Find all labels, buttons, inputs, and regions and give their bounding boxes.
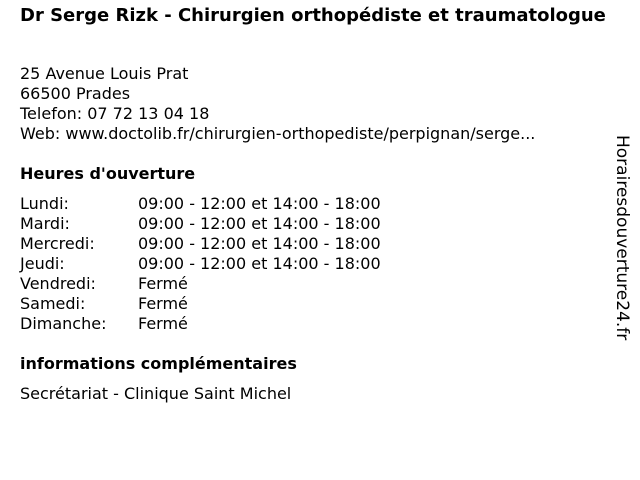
hours-row-wednesday — [20, 234, 381, 254]
hours-row-saturday — [20, 294, 381, 314]
day-hours: 09:00 - 12:00 et 14:00 - 18:00 — [138, 214, 381, 233]
site-watermark: Horairesdouverture24.fr — [612, 135, 632, 341]
day-hours: Fermé — [138, 274, 188, 293]
day-hours: Fermé — [138, 314, 188, 333]
additional-info-heading: informations complémentaires — [20, 354, 297, 373]
hours-row-thursday — [20, 254, 381, 274]
day-label: Mardi: — [20, 214, 70, 233]
day-hours: 09:00 - 12:00 et 14:00 - 18:00 — [138, 194, 381, 213]
day-label: Jeudi: — [20, 254, 65, 273]
page-title: Dr Serge Rizk - Chirurgien orthopédiste et traumatologue — [20, 5, 606, 26]
website-link: Web: www.doctolib.fr/chirurgien-orthopediste/perpignan/serge... — [20, 124, 536, 143]
day-label: Dimanche: — [20, 314, 107, 333]
opening-hours-table — [20, 194, 381, 334]
address-city: 66500 Prades — [20, 84, 131, 103]
opening-hours-heading: Heures d'ouverture — [20, 164, 196, 183]
address-block — [20, 64, 535, 144]
day-hours: Fermé — [138, 294, 188, 313]
day-label: Mercredi: — [20, 234, 95, 253]
day-hours: 09:00 - 12:00 et 14:00 - 18:00 — [138, 234, 381, 253]
additional-info-text: Secrétariat - Clinique Saint Michel — [20, 384, 292, 403]
address-street: 25 Avenue Louis Prat — [20, 64, 189, 83]
hours-row-sunday — [20, 314, 381, 334]
day-label: Samedi: — [20, 294, 86, 313]
phone-number: Telefon: 07 72 13 04 18 — [20, 104, 210, 123]
hours-row-monday — [20, 194, 381, 214]
day-label: Vendredi: — [20, 274, 96, 293]
hours-row-friday — [20, 274, 381, 294]
day-label: Lundi: — [20, 194, 69, 213]
hours-row-tuesday — [20, 214, 381, 234]
day-hours: 09:00 - 12:00 et 14:00 - 18:00 — [138, 254, 381, 273]
